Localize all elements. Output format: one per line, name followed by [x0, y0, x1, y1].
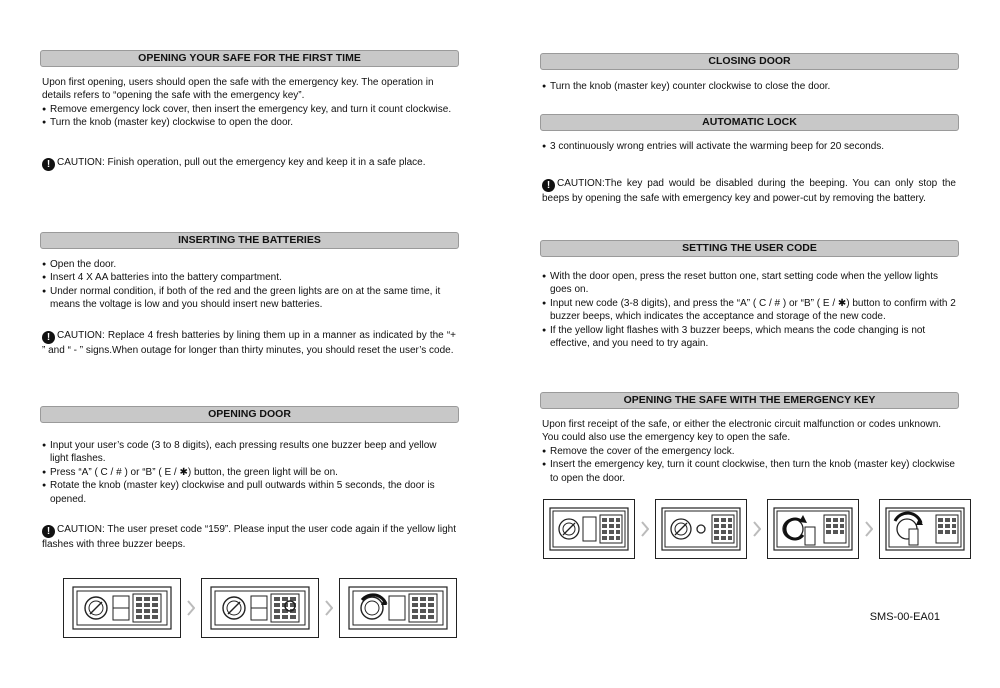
emergency-key-list	[542, 445, 956, 485]
safe-illustration-icon	[655, 499, 747, 559]
chevron-right-icon	[747, 521, 767, 537]
chevron-right-icon	[319, 600, 339, 616]
list-item: ● Remove emergency lock cover, then insert the emergency key, and turn it count clockwise.	[42, 103, 456, 116]
first-time-intro: Upon first opening, users should open the safe with the emergency key. The operation in details refers to “opening the safe with the emergency key”.	[42, 77, 434, 102]
safe-illustration-icon	[339, 578, 457, 638]
opening-door-steps	[63, 578, 457, 638]
exclamation-circle-icon: !	[42, 331, 55, 344]
section-header-user-code: SETTING THE USER CODE	[540, 240, 959, 257]
safe-illustration-icon	[879, 499, 971, 559]
caution-first-time	[42, 156, 456, 171]
section-header-emergency-key: OPENING THE SAFE WITH THE EMERGENCY KEY	[540, 392, 959, 409]
caution-text: CAUTION: The user preset code “159”. Please input the user code again if the yellow light flashes with three buzzer beeps.	[42, 524, 456, 550]
caution-text: CAUTION:The key pad would be disabled during the beeping. You can only stop the beeps by opening the safe with emergency key and power-cut by removing the battery.	[542, 178, 956, 204]
opening-door-body	[42, 439, 456, 506]
list-item: ● Rotate the knob (master key) clockwise and pull outwards within 5 seconds, the door is opened.	[42, 479, 456, 506]
exclamation-circle-icon: !	[542, 179, 555, 192]
list-item: ● Turn the knob (master key) counter clockwise to close the door.	[542, 80, 956, 93]
automatic-lock-body	[542, 140, 956, 153]
first-time-list	[42, 103, 456, 130]
opening-door-list	[42, 439, 456, 506]
list-item: ● Press “A” ( C / # ) or “B” ( E / ✱) button, the green light will be on.	[42, 466, 456, 479]
user-code-body	[542, 270, 956, 350]
safe-illustration-icon	[543, 499, 635, 559]
caution-batteries	[42, 329, 456, 357]
list-item: ● Insert the emergency key, turn it count clockwise, then turn the knob (master key) clockwise to open the door.	[542, 458, 956, 485]
section-header-opening-door: OPENING DOOR	[40, 406, 459, 423]
chevron-right-icon	[859, 521, 879, 537]
safe-illustration-icon	[767, 499, 859, 559]
section-header-closing-door: CLOSING DOOR	[540, 53, 959, 70]
list-item: ● Insert 4 X AA batteries into the battery compartment.	[42, 271, 456, 284]
list-item: ● Input new code (3-8 digits), and press the “A” ( C / # ) or “B” ( E / ✱) button to confirm with 2 buzzer beeps, which indicates the acceptance and storage of the new code.	[542, 297, 956, 324]
first-time-body	[42, 76, 456, 130]
emergency-key-body	[542, 418, 956, 485]
batteries-list	[42, 258, 456, 312]
chevron-right-icon	[181, 600, 201, 616]
batteries-body	[42, 258, 456, 312]
safe-illustration-icon	[201, 578, 319, 638]
closing-door-list	[542, 80, 956, 93]
chevron-right-icon	[635, 521, 655, 537]
caution-opening-door	[42, 523, 456, 551]
list-item: ● Under normal condition, if both of the red and the green lights are on at the same time, it means the voltage is low and you should insert new batteries.	[42, 285, 456, 312]
section-header-first-time: OPENING YOUR SAFE FOR THE FIRST TIME	[40, 50, 459, 67]
list-item: ● If the yellow light flashes with 3 buzzer beeps, which means the code changing is not effective, and you need to try again.	[542, 324, 956, 351]
section-header-automatic-lock: AUTOMATIC LOCK	[540, 114, 959, 131]
section-header-batteries: INSERTING THE BATTERIES	[40, 232, 459, 249]
list-item: ● Remove the cover of the emergency lock.	[542, 445, 956, 458]
emergency-key-steps	[543, 499, 971, 559]
list-item: ● Open the door.	[42, 258, 456, 271]
caution-automatic-lock	[542, 177, 956, 205]
user-code-list	[542, 270, 956, 350]
document-code: SMS-00-EA01	[869, 611, 940, 623]
automatic-lock-list	[542, 140, 956, 153]
caution-text: CAUTION: Replace 4 fresh batteries by lining them up in a manner as indicated by the “+ ” and “ - ” signs.When outage for longer than thirty minutes, you should reset the user’s code.	[42, 330, 456, 356]
safe-illustration-icon	[63, 578, 181, 638]
emergency-key-intro: Upon first receipt of the safe, or either the electronic circuit malfunction or codes unknown. You could also use the emergency key to open the safe.	[542, 419, 942, 444]
list-item: ● Input your user’s code (3 to 8 digits), each pressing results one buzzer beep and yellow light flashes.	[42, 439, 456, 466]
list-item: ● 3 continuously wrong entries will activate the warming beep for 20 seconds.	[542, 140, 956, 153]
exclamation-circle-icon: !	[42, 158, 55, 171]
list-item: ● With the door open, press the reset button one, start setting code when the yellow lights goes on.	[542, 270, 956, 297]
list-item: ● Turn the knob (master key) clockwise to open the door.	[42, 116, 456, 129]
closing-door-body	[542, 80, 956, 93]
caution-text: CAUTION: Finish operation, pull out the emergency key and keep it in a safe place.	[57, 157, 426, 168]
exclamation-circle-icon: !	[42, 525, 55, 538]
